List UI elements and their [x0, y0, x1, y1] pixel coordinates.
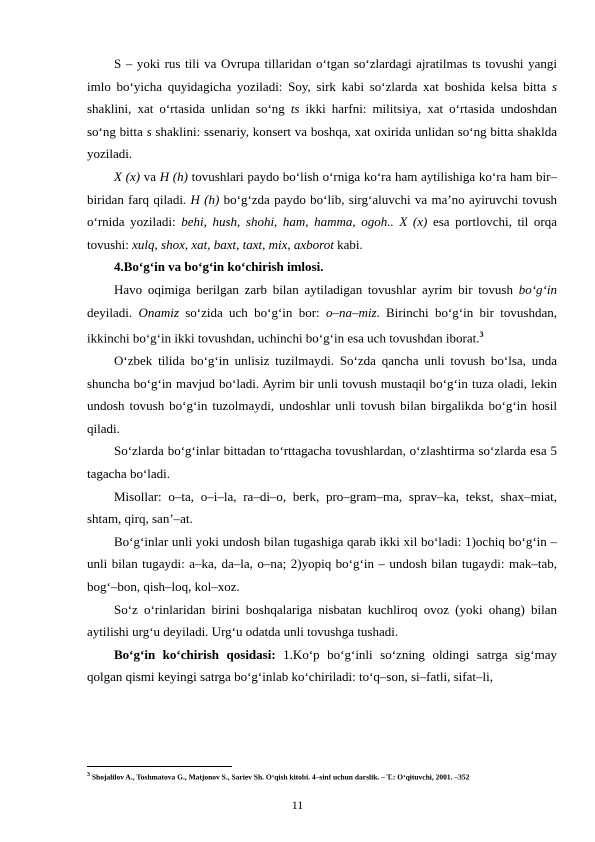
page-number: 11 [291, 798, 304, 812]
footnote-mark: 3 [87, 772, 90, 778]
paragraph-hyphenation-rule: Bo‘g‘in ko‘chirish qosidasi: 1.Ko‘p bo‘g‘inli so‘zning oldingi satrga sig‘may qolgan qismi keyingi satrga bo‘g‘inlab ko‘chiriladi: to‘q–son, si–fatli, sifat–li, [87, 646, 557, 685]
paragraph-syllable-count: So‘zlarda bo‘g‘inlar bittadan to‘rttagacha tovushlardan, o‘zlashtirma so‘zlarda esa 5 tagacha bo‘ladi. [87, 443, 557, 482]
footnote-reference[interactable]: 3 [479, 330, 484, 340]
paragraph-syllable-definition: Havo oqimiga berilgan zarb bilan aytiladigan tovushlar ayrim bir tovush bo‘g‘in deyiladi. Onamiz so‘zida uch bo‘g‘in bor: o–na–miz. Birinchi bo‘g‘in bir tovushdan, ikkinchi bo‘g‘in ikki tovushdan, uchinchi bo‘g‘in esa uch tovushdan iborat.$^3$ [87, 281, 557, 346]
paragraph-stress: So‘z o‘rinlaridan birini boshqalariga nisbatan kuchliroq ovoz (yoki ohang) bilan aytilishi urg‘u deyiladi. Urg‘u odatda unli tovushga tushadi. [87, 601, 557, 640]
paragraph-x-h-letters: X (x) va H (h) tovushlari paydo bo‘lish o‘rniga ko‘ra ham aytilishiga ko‘ra ham bir–biridan farq qiladi. H (h) bo‘g‘zda paydo bo‘lib, sirg‘aluvchi va ma’no ayiruvchi tovush o‘rnida yoziladi: behi, hush, shohi, ham, hamma, ogoh.. X (x) esa portlovchi, til orqa tovushi: xulq, shox, xat, baxt, taxt, mix, axborot kabi. [87, 168, 558, 252]
paragraph-syllable-vowels: O‘zbek tilida bo‘g‘in unlisiz tuzilmaydi. So‘zda qancha unli tovush bo‘lsa, unda shuncha bo‘g‘in mavjud bo‘ladi. Ayrim bir unli tovush mustaqil bo‘g‘in tuza oladi, lekin undosh tovush bo‘g‘in tuzolmaydi, undoshlar unli tovush bilan birgalikda bo‘g‘in hosil qiladi. [87, 353, 557, 436]
paragraph-s-letter: S – yoki rus tili va Ovrupa tillaridan o‘tgan so‘zlardagi ajratilmas ts tovushi yangi imlo bo‘yicha quyidagicha yoziladi: Soy, sirk kabi so‘zlarda xat boshida kelsa bitta s shaklini, xat o‘rtasida unlidan so‘ng ts ikki harfni: militsiya, xat o‘rtasida undoshdan so‘ng bitta s shaklini: ssenariy, konsert va boshqa, xat oxirida unlidan so‘ng bitta shaklda yoziladi. [87, 56, 557, 162]
footnote [87, 770, 557, 783]
section-heading: 4.Bo‘g‘in va bo‘g‘in ko‘chirish imlosi. [114, 259, 324, 275]
footnote-divider [87, 766, 232, 767]
paragraph-examples: Misollar: o–ta, o–i–la, ra–di–o, berk, pro–gram–ma, sprav–ka, tekst, shax–miat, shtam, qirq, san’–at. [87, 488, 557, 527]
paragraph-open-closed: Bo‘g‘inlar unli yoki undosh bilan tugashiga qarab ikki xil bo‘ladi: 1)ochiq bo‘g‘in – unli bilan tugaydi: a–ka, da–la, o–na; 2)yopiq bo‘g‘in – undosh bilan tugaydi: mak–tab, bog‘–bon, qish–loq, kol–xoz. [87, 533, 557, 594]
page-body [87, 53, 557, 689]
footnote-text: Shojalilov A., Toshmatova G., Matjonov S., Sariev Sh. O‘qish kitobi. 4–sinf uchun darslik. – T.: O‘qituvchi, 2001. –352 [90, 772, 470, 782]
